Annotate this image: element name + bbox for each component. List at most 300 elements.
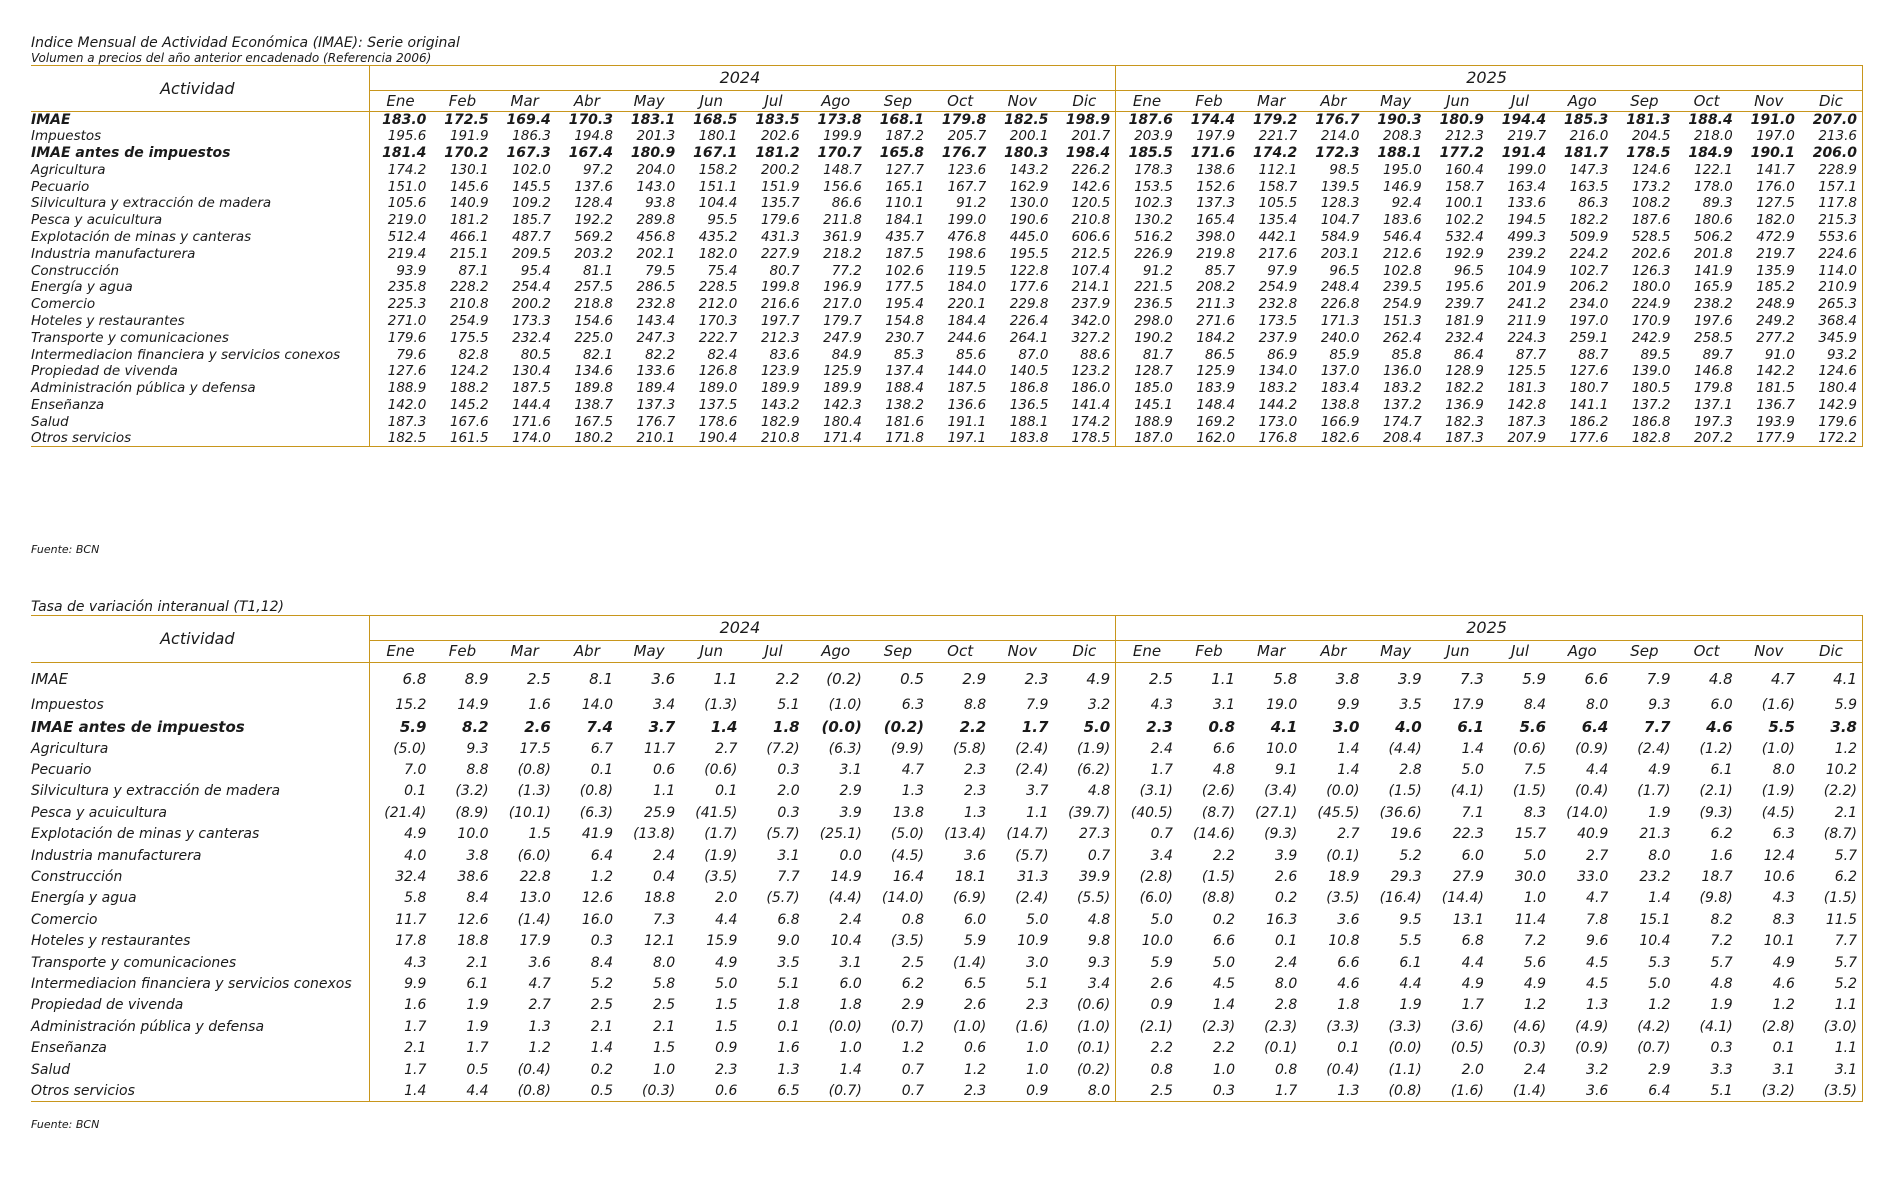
value-cell: 257.5 bbox=[574, 279, 613, 296]
value-cell: 4.9 bbox=[1772, 954, 1795, 971]
value-cell: 29.3 bbox=[1390, 869, 1422, 886]
value-cell: 5.1 bbox=[777, 975, 800, 992]
value-cell: 174.2 bbox=[1252, 144, 1298, 161]
value-cell: 1.4 bbox=[369, 1080, 431, 1101]
value-cell: (9.9) bbox=[890, 740, 925, 757]
row-label: Impuestos bbox=[31, 128, 102, 145]
value-cell: 199.0 bbox=[947, 212, 987, 229]
value-cell: 229.8 bbox=[1009, 296, 1049, 313]
value-cell: 93.8 bbox=[645, 195, 676, 212]
value-cell: (3.4) bbox=[1264, 783, 1298, 800]
value-cell: 188.1 bbox=[1009, 413, 1049, 430]
table-row bbox=[31, 313, 1863, 330]
value-cell: 176.7 bbox=[941, 144, 987, 161]
value-cell: (5.7) bbox=[766, 826, 800, 843]
value-cell: 186.3 bbox=[512, 128, 551, 145]
value-cell: (2.8) bbox=[1761, 1018, 1795, 1035]
value-cell: 144.2 bbox=[1258, 396, 1298, 413]
value-cell: 221.5 bbox=[1116, 279, 1178, 296]
value-cell: 6.3 bbox=[1772, 826, 1795, 843]
value-cell: 197.0 bbox=[1756, 128, 1795, 145]
value-cell: 100.1 bbox=[1445, 195, 1484, 212]
value-cell: 0.1 bbox=[1337, 1040, 1360, 1057]
value-cell: 200.2 bbox=[512, 296, 551, 313]
value-cell: 1.2 bbox=[1800, 738, 1863, 759]
value-cell: 126.8 bbox=[698, 363, 738, 380]
value-cell: 215.1 bbox=[449, 245, 489, 262]
table-row bbox=[31, 1080, 1863, 1101]
row-label: Industria manufacturera bbox=[31, 245, 196, 262]
value-cell: 3.7 bbox=[1026, 783, 1049, 800]
value-cell: 166.9 bbox=[1320, 413, 1360, 430]
value-cell: 298.0 bbox=[1116, 313, 1178, 330]
value-cell: 220.1 bbox=[947, 296, 987, 313]
value-cell: (8.9) bbox=[455, 804, 489, 821]
value-cell: 2.3 bbox=[929, 1080, 991, 1101]
value-cell: 9.5 bbox=[1399, 911, 1422, 928]
row-label: IMAE bbox=[31, 111, 71, 128]
value-cell: 135.9 bbox=[1756, 262, 1795, 279]
value-cell: 190.3 bbox=[1377, 111, 1422, 128]
value-cell: 179.6 bbox=[1800, 413, 1863, 430]
value-cell: 0.1 bbox=[590, 762, 613, 779]
value-cell: 173.2 bbox=[1631, 178, 1671, 195]
value-cell: 6.6 bbox=[1212, 933, 1236, 950]
value-cell: 178.3 bbox=[1116, 161, 1178, 178]
value-cell: 6.8 bbox=[777, 911, 800, 928]
value-cell: 145.5 bbox=[512, 178, 551, 195]
table-row bbox=[31, 973, 1863, 994]
value-cell: 134.6 bbox=[574, 363, 613, 380]
value-cell: 1.1 bbox=[713, 669, 738, 688]
value-cell: (14.7) bbox=[1006, 826, 1049, 843]
month-header-ago: Ago bbox=[805, 640, 867, 662]
month-header-feb: Feb bbox=[431, 640, 493, 662]
value-cell: (1.7) bbox=[1637, 783, 1671, 800]
value-cell: 83.6 bbox=[769, 346, 800, 363]
value-cell: 4.4 bbox=[1399, 975, 1422, 992]
value-cell: 85.9 bbox=[1329, 346, 1360, 363]
value-cell: 3.2 bbox=[1087, 697, 1111, 713]
value-cell: 254.9 bbox=[449, 312, 489, 329]
month-header-abr: Abr bbox=[556, 90, 618, 111]
value-cell: 126.3 bbox=[1631, 262, 1671, 279]
value-cell: (1.5) bbox=[1800, 888, 1863, 909]
value-cell: 181.3 bbox=[1507, 380, 1547, 397]
value-cell: 127.7 bbox=[885, 161, 925, 178]
table-row bbox=[31, 845, 1863, 866]
value-cell: 86.6 bbox=[831, 195, 862, 212]
value-cell: (0.5) bbox=[1450, 1040, 1484, 1057]
row-label: Comercio bbox=[31, 296, 96, 313]
value-cell: 102.3 bbox=[1116, 195, 1178, 212]
value-cell: 8.1 bbox=[589, 669, 613, 688]
value-cell: 202.1 bbox=[636, 245, 676, 262]
value-cell: (2.6) bbox=[1201, 783, 1236, 800]
value-cell: 183.2 bbox=[1258, 380, 1298, 397]
value-cell: 167.5 bbox=[574, 413, 613, 430]
row-label: Energía y agua bbox=[31, 279, 133, 296]
imae-variation-section bbox=[31, 599, 1863, 1102]
value-cell: 0.5 bbox=[466, 1061, 489, 1078]
value-cell: 139.5 bbox=[1320, 178, 1360, 195]
value-cell: 145.1 bbox=[1116, 397, 1178, 414]
value-cell: 15.9 bbox=[706, 933, 738, 950]
value-cell: 202.6 bbox=[760, 128, 800, 145]
value-cell: 11.7 bbox=[369, 909, 431, 930]
value-cell: 109.2 bbox=[512, 195, 551, 212]
value-cell: 120.5 bbox=[1071, 195, 1111, 212]
value-cell: 171.3 bbox=[1320, 312, 1360, 329]
value-cell: 1.4 bbox=[710, 717, 738, 736]
value-cell: 5.0 bbox=[1116, 909, 1178, 930]
value-cell: 4.8 bbox=[1087, 783, 1111, 800]
value-cell: 170.9 bbox=[1631, 312, 1671, 329]
imae-original-section bbox=[31, 35, 1863, 447]
value-cell: 117.8 bbox=[1800, 195, 1863, 212]
value-cell: 84.9 bbox=[831, 346, 862, 363]
value-cell: 195.5 bbox=[1009, 245, 1049, 262]
value-cell: 5.7 bbox=[1710, 954, 1733, 971]
value-cell: 173.8 bbox=[817, 111, 862, 128]
value-cell: (27.1) bbox=[1255, 804, 1298, 821]
value-cell: 137.3 bbox=[636, 396, 676, 413]
value-cell: 87.1 bbox=[458, 262, 489, 279]
value-cell: 1.7 bbox=[369, 1016, 431, 1037]
value-cell: 41.9 bbox=[581, 826, 613, 843]
value-cell: 15.2 bbox=[369, 695, 431, 715]
value-cell: 82.8 bbox=[458, 346, 489, 363]
value-cell: 172.5 bbox=[444, 111, 489, 128]
value-cell: 221.7 bbox=[1258, 128, 1298, 145]
value-cell: 137.3 bbox=[1196, 195, 1236, 212]
value-cell: 236.5 bbox=[1116, 296, 1178, 313]
value-cell: 186.8 bbox=[1631, 413, 1671, 430]
value-cell: 208.3 bbox=[1383, 128, 1422, 145]
value-cell: 79.6 bbox=[369, 346, 431, 363]
value-cell: 2.6 bbox=[524, 717, 551, 736]
value-cell: 1.6 bbox=[1710, 847, 1733, 864]
row-label: Comercio bbox=[31, 911, 98, 928]
value-cell: (2.2) bbox=[1800, 781, 1863, 802]
value-cell: 97.2 bbox=[582, 161, 613, 178]
value-cell: (10.1) bbox=[508, 804, 551, 821]
row-label: Otros servicios bbox=[31, 430, 369, 447]
month-header-may: May bbox=[618, 640, 680, 662]
value-cell: 509.9 bbox=[1569, 228, 1609, 245]
value-cell: 211.3 bbox=[1196, 296, 1236, 313]
value-cell: 7.9 bbox=[1026, 697, 1049, 713]
value-cell: 195.6 bbox=[369, 128, 431, 145]
value-cell: 197.7 bbox=[760, 312, 800, 329]
value-cell: 180.4 bbox=[823, 413, 862, 430]
value-cell: 167.3 bbox=[506, 144, 551, 161]
value-cell: 15.1 bbox=[1639, 911, 1671, 928]
table-row bbox=[31, 738, 1863, 759]
value-cell: 7.3 bbox=[652, 911, 676, 928]
value-cell: 2.2 bbox=[1212, 1040, 1236, 1057]
table-row bbox=[31, 909, 1863, 930]
value-cell: 183.9 bbox=[1196, 380, 1236, 397]
value-cell: 210.8 bbox=[449, 296, 489, 313]
value-cell: 0.3 bbox=[1710, 1040, 1733, 1057]
value-cell: 174.7 bbox=[1383, 413, 1422, 430]
value-cell: 27.9 bbox=[1452, 869, 1484, 886]
value-cell: 248.4 bbox=[1320, 279, 1360, 296]
value-cell: 1.3 bbox=[1586, 997, 1609, 1014]
value-cell: 198.6 bbox=[947, 245, 987, 262]
value-cell: 177.5 bbox=[885, 279, 925, 296]
value-cell: 0.1 bbox=[369, 781, 431, 802]
value-cell: (6.3) bbox=[828, 740, 862, 757]
value-cell: 9.9 bbox=[369, 973, 431, 994]
value-cell: 80.7 bbox=[769, 262, 800, 279]
value-cell: 92.4 bbox=[1391, 195, 1422, 212]
value-cell: (40.5) bbox=[1116, 802, 1178, 823]
value-cell: 183.2 bbox=[1383, 380, 1422, 397]
value-cell: 212.0 bbox=[698, 296, 738, 313]
value-cell: 3.1 bbox=[839, 762, 862, 779]
value-cell: 232.4 bbox=[1445, 329, 1484, 346]
value-cell: 104.7 bbox=[1320, 212, 1360, 229]
value-cell: 1.4 bbox=[1337, 740, 1360, 757]
value-cell: 2.9 bbox=[962, 669, 987, 688]
year-header-2025: 2025 bbox=[1116, 616, 1863, 640]
value-cell: 137.5 bbox=[698, 396, 738, 413]
value-cell: 127.6 bbox=[1569, 363, 1609, 380]
value-cell: (1.0) bbox=[953, 1018, 987, 1035]
value-cell: 2.9 bbox=[839, 783, 862, 800]
value-cell: (4.9) bbox=[1575, 1018, 1609, 1035]
row-label: Explotación de minas y canteras bbox=[31, 826, 260, 843]
row-label: Construcción bbox=[31, 869, 123, 886]
value-cell: 2.1 bbox=[652, 1018, 676, 1035]
value-cell: 2.2 bbox=[1116, 1037, 1178, 1058]
value-cell: 104.9 bbox=[1507, 262, 1547, 279]
table-row bbox=[31, 380, 1863, 397]
value-cell: 1.5 bbox=[652, 1040, 676, 1057]
value-cell: 212.6 bbox=[1383, 245, 1422, 262]
value-cell: 141.4 bbox=[1071, 396, 1111, 413]
value-cell: 14.0 bbox=[581, 697, 613, 713]
month-header-nov: Nov bbox=[1738, 90, 1800, 111]
value-cell: (36.6) bbox=[1379, 804, 1422, 821]
value-cell: 4.7 bbox=[901, 762, 925, 779]
value-cell: 137.2 bbox=[1631, 396, 1671, 413]
value-cell: 165.9 bbox=[1694, 279, 1733, 296]
value-cell: (5.0) bbox=[890, 826, 925, 843]
value-cell: 125.9 bbox=[1196, 363, 1236, 380]
value-cell: 8.2 bbox=[1710, 911, 1733, 928]
value-cell: 6.2 bbox=[901, 975, 925, 992]
row-label: Hoteles y restaurantes bbox=[31, 933, 191, 950]
value-cell: 177.6 bbox=[1551, 430, 1613, 447]
month-header-nov: Nov bbox=[1738, 640, 1800, 662]
value-cell: 1.9 bbox=[466, 997, 489, 1014]
month-header-ene: Ene bbox=[1116, 90, 1178, 111]
value-cell: 11.4 bbox=[1514, 911, 1547, 928]
value-cell: 195.6 bbox=[1445, 279, 1484, 296]
value-cell: 5.9 bbox=[1522, 669, 1547, 688]
value-cell: 6.7 bbox=[590, 740, 613, 757]
value-cell: 1.0 bbox=[1026, 1040, 1049, 1057]
value-cell: 201.8 bbox=[1694, 245, 1733, 262]
value-cell: 137.0 bbox=[1320, 363, 1360, 380]
value-cell: 4.5 bbox=[1586, 975, 1609, 992]
value-cell: (7.2) bbox=[766, 740, 800, 757]
value-cell: (3.5) bbox=[1800, 1080, 1863, 1101]
value-cell: 3.1 bbox=[1772, 1061, 1795, 1078]
value-cell: 178.0 bbox=[1694, 178, 1733, 195]
value-cell: (5.7) bbox=[1015, 847, 1049, 864]
value-cell: 1.3 bbox=[777, 1061, 800, 1078]
value-cell: 178.5 bbox=[1053, 430, 1115, 447]
value-cell: 87.7 bbox=[1516, 346, 1547, 363]
value-cell: 206.2 bbox=[1569, 279, 1609, 296]
value-cell: (0.0) bbox=[821, 717, 862, 736]
value-cell: (2.3) bbox=[1264, 1018, 1298, 1035]
value-cell: 2.3 bbox=[1116, 715, 1178, 738]
value-cell: 5.5 bbox=[1768, 717, 1795, 736]
value-cell: 247.3 bbox=[636, 329, 676, 346]
value-cell: (0.1) bbox=[1264, 1040, 1298, 1057]
value-cell: 201.7 bbox=[1071, 128, 1111, 145]
value-cell: 88.7 bbox=[1578, 346, 1609, 363]
value-cell: (1.4) bbox=[953, 954, 987, 971]
value-cell: (3.2) bbox=[455, 783, 489, 800]
value-cell: 16.4 bbox=[892, 869, 925, 886]
table-row bbox=[31, 430, 1863, 447]
value-cell: 165.4 bbox=[1196, 212, 1236, 229]
value-cell: 4.5 bbox=[1212, 975, 1236, 992]
month-header-oct: Oct bbox=[929, 90, 991, 111]
value-cell: 239.2 bbox=[1507, 245, 1547, 262]
value-cell: 6.8 bbox=[1461, 933, 1484, 950]
value-cell: 0.2 bbox=[1275, 890, 1298, 907]
value-cell: 181.9 bbox=[1445, 312, 1484, 329]
value-cell: 4.0 bbox=[1395, 717, 1422, 736]
value-cell: 25.9 bbox=[644, 804, 676, 821]
value-cell: 148.7 bbox=[823, 161, 862, 178]
value-cell: 1.7 bbox=[369, 1059, 431, 1080]
value-cell: 5.9 bbox=[963, 933, 987, 950]
value-cell: 137.2 bbox=[1383, 396, 1422, 413]
value-cell: 102.8 bbox=[1383, 262, 1422, 279]
value-cell: 0.7 bbox=[867, 1080, 929, 1101]
value-cell: 10.8 bbox=[1328, 933, 1360, 950]
value-cell: 189.9 bbox=[760, 380, 800, 397]
value-cell: 135.4 bbox=[1258, 212, 1298, 229]
value-cell: 183.8 bbox=[991, 430, 1053, 447]
value-cell: 123.6 bbox=[947, 161, 987, 178]
value-cell: 98.5 bbox=[1329, 161, 1360, 178]
value-cell: 210.8 bbox=[742, 430, 804, 447]
value-cell: (0.8) bbox=[494, 1080, 556, 1101]
value-cell: 138.8 bbox=[1320, 396, 1360, 413]
table-row bbox=[31, 178, 1863, 195]
row-label: Propiedad de vivenda bbox=[31, 363, 178, 380]
value-cell: 180.3 bbox=[1004, 144, 1049, 161]
value-cell: 181.6 bbox=[885, 413, 925, 430]
value-cell: 110.1 bbox=[885, 195, 925, 212]
value-cell: 190.2 bbox=[1116, 329, 1178, 346]
value-cell: 10.2 bbox=[1800, 759, 1863, 780]
row-label: Salud bbox=[31, 413, 69, 430]
value-cell: (5.7) bbox=[766, 890, 800, 907]
year-header-2025: 2025 bbox=[1116, 66, 1863, 90]
value-cell: 85.6 bbox=[956, 346, 987, 363]
value-cell: 176.0 bbox=[1756, 178, 1795, 195]
year-header-2024: 2024 bbox=[369, 66, 1115, 90]
value-cell: (1.2) bbox=[1699, 740, 1733, 757]
value-cell: (8.7) bbox=[1800, 824, 1863, 845]
value-cell: 151.3 bbox=[1383, 312, 1422, 329]
value-cell: 247.9 bbox=[823, 329, 862, 346]
row-label: Enseñanza bbox=[31, 396, 105, 413]
value-cell: 185.2 bbox=[1756, 279, 1795, 296]
value-cell: 215.3 bbox=[1800, 212, 1863, 229]
value-cell: 258.5 bbox=[1694, 329, 1733, 346]
value-cell: 175.5 bbox=[449, 329, 489, 346]
value-cell: 182.5 bbox=[369, 430, 431, 447]
value-cell: 10.9 bbox=[1017, 933, 1049, 950]
table-row bbox=[31, 802, 1863, 823]
value-cell: 4.0 bbox=[369, 845, 431, 866]
value-cell: 86.5 bbox=[1205, 346, 1236, 363]
value-cell: 6.1 bbox=[1457, 717, 1484, 736]
row-label: Otros servicios bbox=[31, 1080, 369, 1101]
value-cell: 18.1 bbox=[955, 869, 987, 886]
value-cell: 30.0 bbox=[1514, 869, 1547, 886]
table-row bbox=[31, 195, 1863, 212]
value-cell: 170.2 bbox=[444, 144, 489, 161]
value-cell: (0.4) bbox=[1575, 783, 1609, 800]
value-cell: 0.2 bbox=[1212, 911, 1236, 928]
value-cell: 4.6 bbox=[1772, 975, 1795, 992]
value-cell: 93.9 bbox=[369, 262, 431, 279]
value-cell: 2.5 bbox=[1116, 1080, 1178, 1101]
value-cell: 4.1 bbox=[1270, 717, 1298, 736]
value-cell: 1.6 bbox=[369, 995, 431, 1016]
value-cell: 277.2 bbox=[1756, 329, 1795, 346]
value-cell: 4.3 bbox=[1772, 890, 1795, 907]
value-cell: 249.2 bbox=[1756, 312, 1795, 329]
value-cell: 197.0 bbox=[1569, 312, 1609, 329]
value-cell: 146.9 bbox=[1383, 178, 1422, 195]
value-cell: 210.9 bbox=[1800, 279, 1863, 296]
value-cell: (0.1) bbox=[1326, 847, 1360, 864]
month-header-jun: Jun bbox=[680, 90, 742, 111]
value-cell: 214.1 bbox=[1071, 279, 1111, 296]
value-cell: 179.6 bbox=[760, 212, 800, 229]
value-cell: 2.0 bbox=[1461, 1061, 1484, 1078]
value-cell: 2.3 bbox=[963, 762, 987, 779]
value-cell: 2.2 bbox=[1212, 847, 1236, 864]
value-cell: 5.0 bbox=[1523, 847, 1547, 864]
value-cell: 2.9 bbox=[1648, 1061, 1671, 1078]
value-cell: (0.0) bbox=[828, 1018, 862, 1035]
value-cell: 248.9 bbox=[1756, 296, 1795, 313]
value-cell: 4.4 bbox=[715, 911, 738, 928]
value-cell: 2.1 bbox=[1800, 802, 1863, 823]
value-cell: 4.8 bbox=[1708, 669, 1733, 688]
value-cell: 171.8 bbox=[867, 430, 929, 447]
value-cell: 3.6 bbox=[963, 847, 987, 864]
value-cell: 91.0 bbox=[1764, 346, 1795, 363]
value-cell: 170.3 bbox=[568, 111, 613, 128]
value-cell: (4.1) bbox=[1699, 1018, 1733, 1035]
month-header-ago: Ago bbox=[1551, 640, 1613, 662]
